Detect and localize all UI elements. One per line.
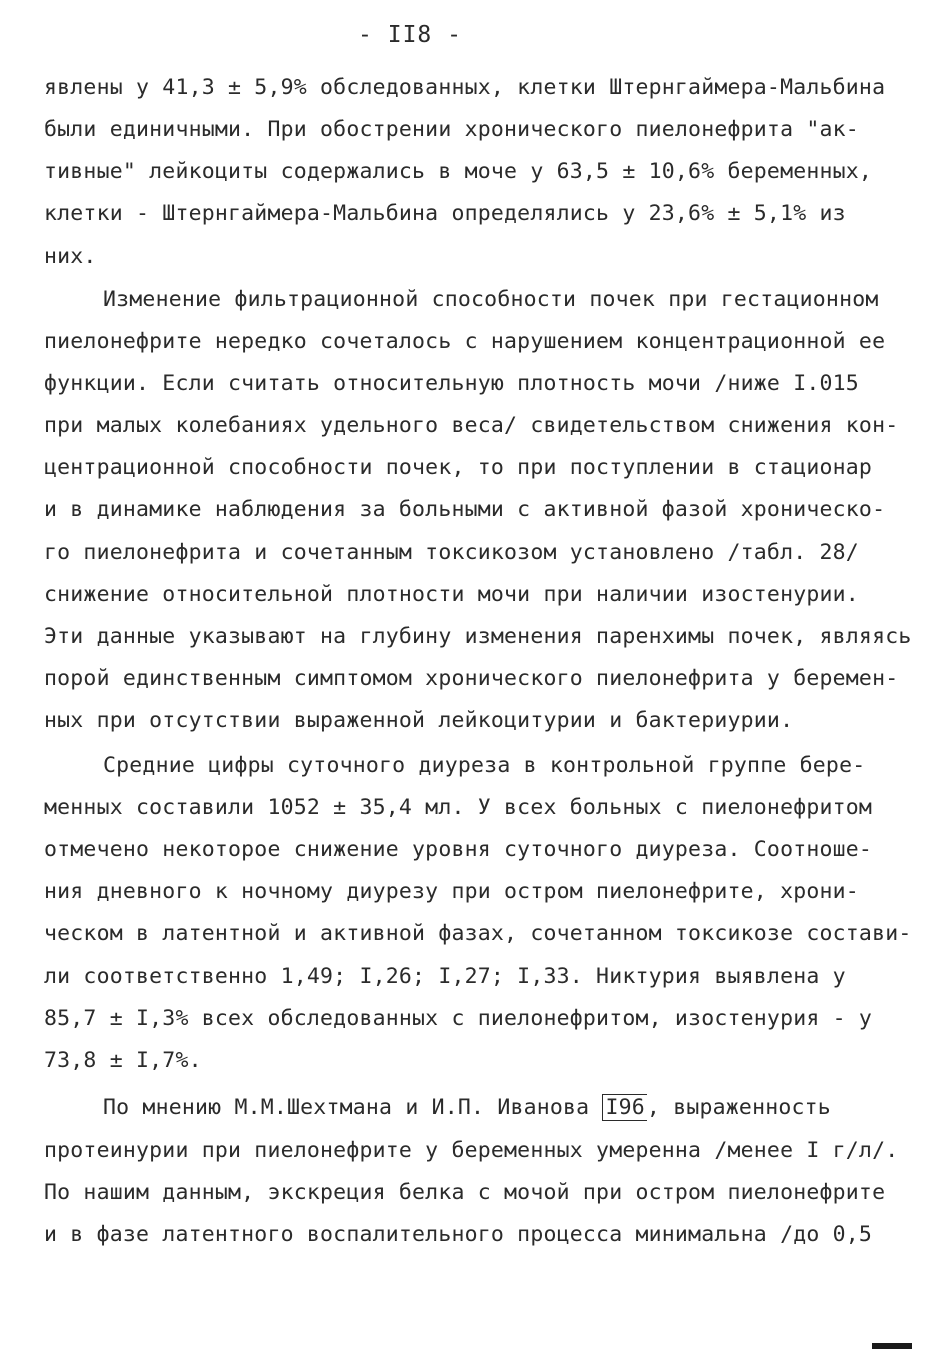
text-line: Изменение фильтрационной способности почек при гестационном bbox=[103, 287, 879, 312]
text-line: при малых колебаниях удельного веса/ свидетельством снижения кон- bbox=[44, 413, 899, 438]
text-line: 73,8 ± I,7%. bbox=[44, 1048, 202, 1073]
text-line: Эти данные указывают на глубину изменения паренхимы почек, являясь bbox=[44, 624, 912, 649]
text-line: центрационной способности почек, то при поступлении в стационар bbox=[44, 455, 873, 480]
page-number: - II8 - bbox=[358, 22, 462, 48]
text-line: порой единственным симптомом хронического пиелонефрита у беремен- bbox=[44, 666, 899, 691]
text-line: По нашим данным, экскреция белка с мочой при остром пиелонефрите bbox=[44, 1180, 886, 1205]
text-line: Средние цифры суточного диуреза в контрольной группе бере- bbox=[103, 753, 866, 778]
text-line: тивные" лейкоциты содержались в моче у 63,5 ± 10,6% беременных, bbox=[44, 159, 873, 184]
text-line: ния дневного к ночному диурезу при остром пиелонефрите, хрони- bbox=[44, 879, 859, 904]
text-fragment: По мнению М.М.Шехтмана и И.П. Иванова bbox=[103, 1095, 603, 1120]
text-line: ных при отсутствии выраженной лейкоцитурии и бактериурии. bbox=[44, 708, 794, 733]
text-line: них. bbox=[44, 244, 97, 269]
text-line: снижение относительной плотности мочи при наличии изостенурии. bbox=[44, 582, 859, 607]
text-line: го пиелонефрита и сочетанным токсикозом установлено /табл. 28/ bbox=[44, 540, 859, 565]
text-fragment: , выраженность bbox=[646, 1095, 831, 1120]
text-line: менных составили 1052 ± 35,4 мл. У всех больных с пиелонефритом bbox=[44, 795, 873, 820]
text-line: отмечено некоторое снижение уровня суточного диуреза. Соотноше- bbox=[44, 837, 873, 862]
text-line: пиелонефрите нередко сочеталось с нарушением концентрационной ее bbox=[44, 329, 886, 354]
text-line: были единичными. При обострении хронического пиелонефрита "ак- bbox=[44, 117, 859, 142]
text-line: и в динамике наблюдения за больными с активной фазой хроническо- bbox=[44, 497, 886, 522]
text-line: функции. Если считать относительную плотность мочи /ниже I.015 bbox=[44, 371, 859, 396]
scan-edge-mark bbox=[872, 1343, 912, 1349]
text-line: клетки - Штернгаймера-Мальбина определялись у 23,6% ± 5,1% из bbox=[44, 201, 846, 226]
text-line: 85,7 ± I,3% всех обследованных с пиелонефритом, изостенурия - у bbox=[44, 1006, 873, 1031]
text-line bbox=[103, 1093, 831, 1123]
text-line: и в фазе латентного воспалительного процесса минимальна /до 0,5 bbox=[44, 1222, 873, 1247]
text-line: ческом в латентной и активной фазах, сочетанном токсикозе состави- bbox=[44, 921, 912, 946]
text-line: явлены у 41,3 ± 5,9% обследованных, клетки Штернгаймера-Мальбина bbox=[44, 75, 886, 100]
text-line: ли соответственно 1,49; I,26; I,27; I,33. Никтурия выявлена у bbox=[44, 964, 846, 989]
text-line: протеинурии при пиелонефрите у беременных умеренна /менее I г/л/. bbox=[44, 1138, 899, 1163]
reference-bracket: I96 bbox=[602, 1094, 646, 1121]
